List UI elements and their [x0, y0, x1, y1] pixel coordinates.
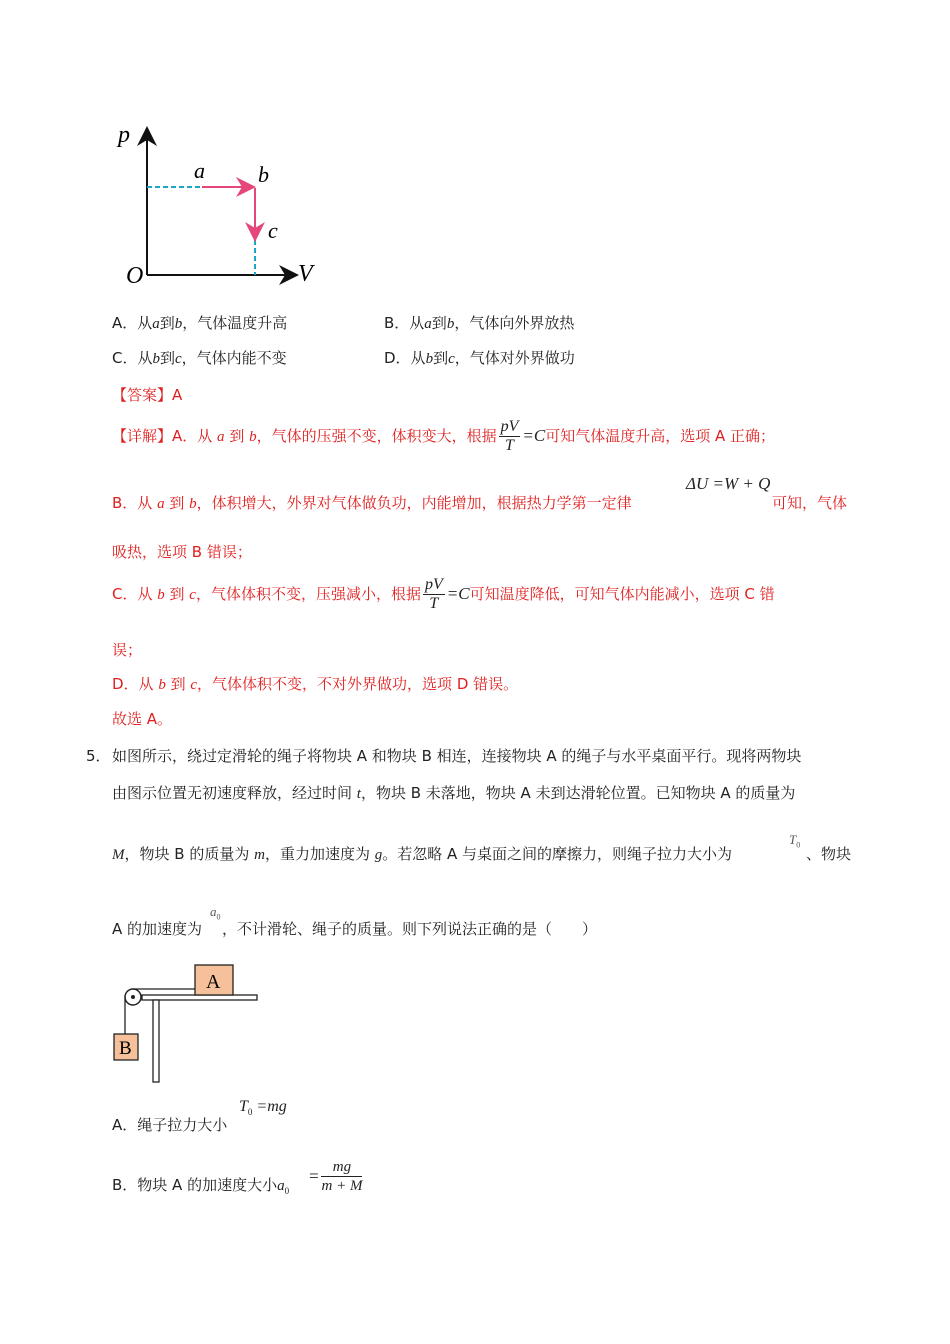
point-b-label: b — [258, 162, 269, 187]
detail-line-6: D．从 b 到 c，气体体积不变，不对外界做功，选项 D 错误。 — [112, 675, 519, 693]
block-b-label: B — [119, 1038, 132, 1059]
pv-diagram — [110, 120, 330, 290]
q5-option-b: B．物块 A 的加速度大小$a_0$ — [112, 1176, 290, 1196]
pulley-axle — [131, 995, 135, 999]
q5-a0-symbol: $a_0$ — [210, 904, 221, 922]
point-a-label: a — [194, 158, 205, 183]
q5-line-1: 如图所示，绕过定滑轮的绳子将物块 A 和物块 B 相连，连接物块 A 的绳子与水平桌面平行。现将两物块 — [112, 747, 802, 765]
p-axis-label: p — [118, 122, 130, 148]
pulley-diagram — [110, 958, 270, 1088]
detail-line-1: 【详解】A．从 a 到 b，气体的压强不变，体积变大，根据 $\frac{pV}{T}$ =C可知气体温度升高，选项 A 正确； — [112, 418, 776, 454]
q5-option-a-formula: $T_0 =mg$ — [239, 1098, 287, 1118]
option-b: B．从a到b，气体向外界放热 — [384, 314, 575, 332]
q5-number: 5． — [86, 747, 111, 765]
block-a-label: A — [206, 971, 221, 993]
first-law-equation: ΔU =W + Q — [686, 474, 771, 493]
detail-line-2-end: 可知，气体 — [772, 494, 848, 512]
table-top — [142, 995, 257, 1000]
detail-line-4: C．从 b 到 c，气体体积不变，压强减小，根据 $\frac{pV}{T}$ =C可知温度降低，可知气体内能减小，选项 C 错 — [112, 576, 775, 612]
answer-line: 【答案】A — [112, 386, 183, 404]
q5-option-a: A．绳子拉力大小 — [112, 1116, 228, 1134]
point-c-label: c — [268, 218, 278, 243]
option-a: A．从a到b，气体温度升高 — [112, 314, 288, 332]
detail-line-2: B．从 a 到 b，体积增大，外界对气体做负功，内能增加，根据热力学第一定律 — [112, 494, 632, 512]
origin-label: O — [126, 263, 144, 289]
q5-line-4: A 的加速度为 ，不计滑轮、绳子的质量。则下列说法正确的是（ ） — [112, 920, 598, 938]
option-d: D．从b到c，气体对外界做功 — [384, 349, 575, 367]
detail-line-5: 误； — [112, 641, 143, 659]
option-c: C．从b到c，气体内能不变 — [112, 349, 287, 367]
detail-line-3: 吸热，选项 B 错误； — [112, 543, 252, 561]
q5-t0-symbol: $T_0$ — [789, 832, 801, 850]
q5-line-2: 由图示位置无初速度释放，经过时间 t，物块 B 未落地，物块 A 未到达滑轮位置。已知物块 A 的质量为 — [112, 784, 796, 802]
q5-line-3-end: 、物块 — [806, 845, 852, 863]
q5-option-b-formula: = $\frac{mg}{m + M}$ — [308, 1159, 363, 1194]
table-leg — [153, 1000, 159, 1082]
detail-line-7: 故选 A。 — [112, 710, 173, 728]
v-axis-label: V — [298, 261, 313, 287]
q5-line-3: M，物块 B 的质量为 m，重力加速度为 g。若忽略 A 与桌面之间的摩擦力，则绳子拉力大小为 — [112, 845, 733, 863]
